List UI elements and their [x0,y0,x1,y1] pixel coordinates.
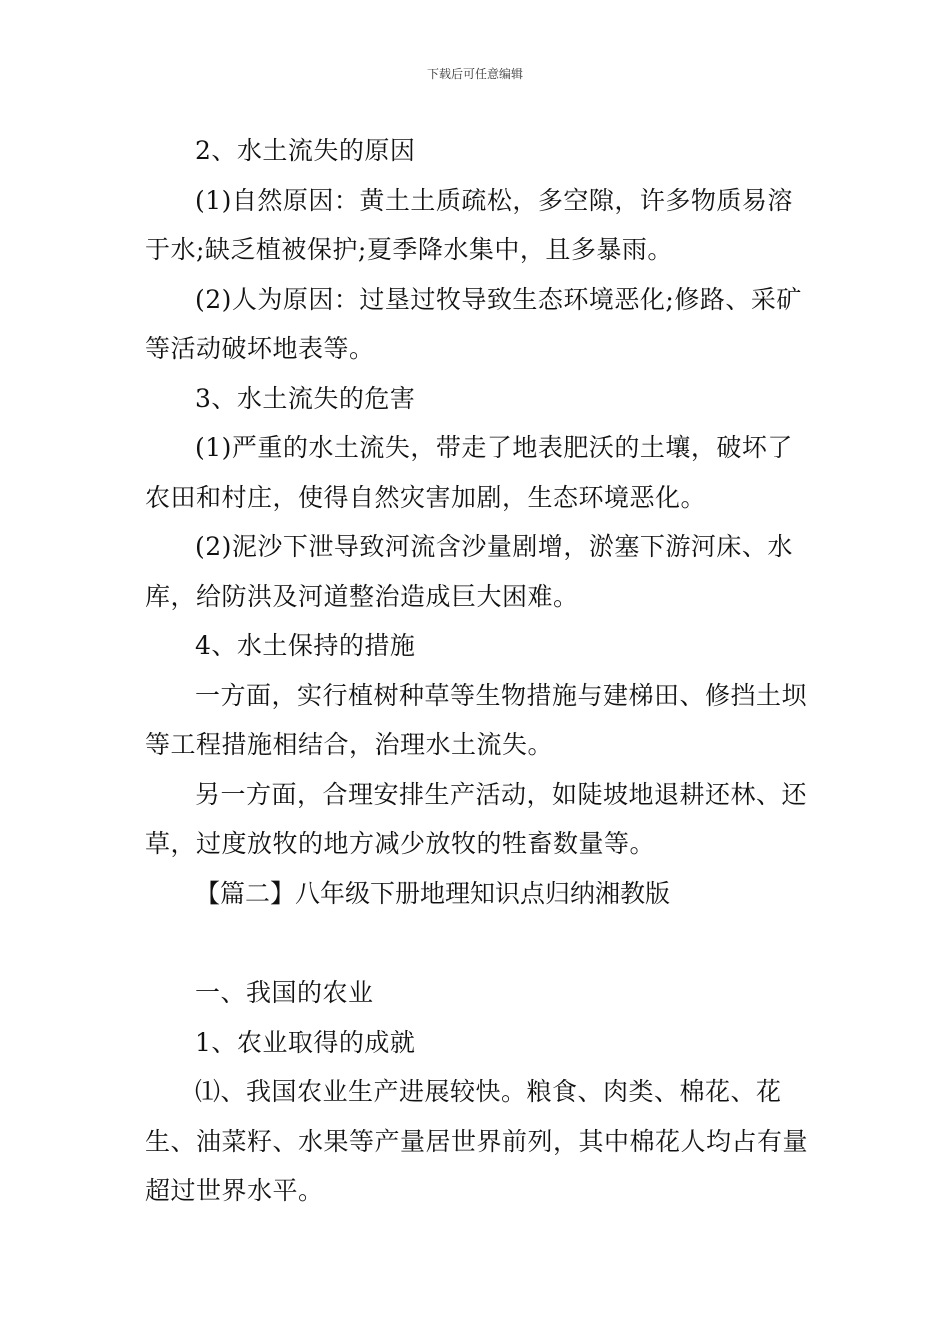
paragraph-human-causes: (2)人为原因：过垦过牧导致生态环境恶化;修路、采矿等活动破坏地表等。 [145,284,802,363]
paragraph-achievement-1: ⑴、我国农业生产进展较快。粮食、肉类、棉花、花生、油菜籽、水果等产量居世界前列，其中棉花人均占有量超过世界水平。 [145,1077,809,1205]
section-heading-achievements: 1、农业取得的成就 [195,1027,416,1057]
chapter-heading-agriculture: 一、我国的农业 [195,978,374,1007]
section-heading-causes: 2、水土流失的原因 [195,136,416,165]
section-title-part-two: 【篇二】八年级下册地理知识点归纳湘教版 [195,878,671,908]
section-heading-measures: 4、水土保持的措施 [195,631,416,660]
document-body [145,126,810,1216]
paragraph-harm-1: (1)严重的水土流失，带走了地表肥沃的土壤，破坏了农田和村庄，使得自然灾害加剧，生态环境恶化。 [145,433,793,512]
blank-line [145,918,810,968]
paragraph-natural-causes: (1)自然原因：黄土土质疏松，多空隙，许多物质易溶于水;缺乏植被保护;夏季降水集中，且多暴雨。 [145,185,793,264]
paragraph-measure-2: 另一方面，合理安排生产活动，如陡坡地退耕还林、还草，过度放牧的地方减少放牧的牲畜数量等。 [145,779,808,858]
page-header: 下载后可任意编辑 [426,67,523,81]
paragraph-harm-2: (2)泥沙下泄导致河流含沙量剧增，淤塞下游河床、水库，给防洪及河道整治造成巨大困难。 [145,532,793,611]
paragraph-measure-1: 一方面，实行植树种草等生物措施与建梯田、修挡土坝等工程措施相结合，治理水土流失。 [145,680,808,759]
section-heading-harms: 3、水土流失的危害 [195,383,416,413]
